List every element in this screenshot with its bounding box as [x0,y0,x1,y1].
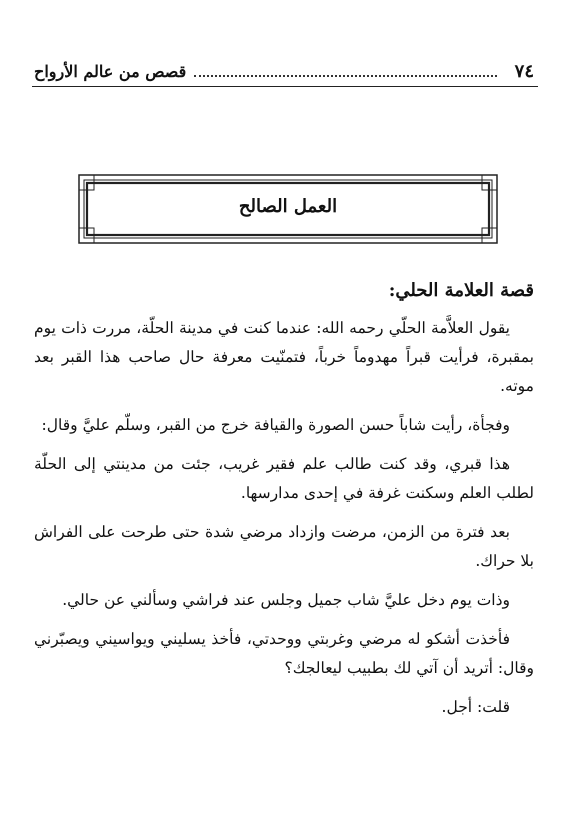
chapter-title-frame [78,174,498,244]
paragraph: وذات يوم دخل عليَّ شاب جميل وجلس عند فراشي وسألني عن حالي. [62,591,510,609]
paragraph: بعد فترة من الزمن، مرضت وازداد مرضي شدة حتى طرحت على الفراش بلا حراك. [34,523,534,570]
paragraph: يقول العلاَّمة الحلّي رحمه الله: عندما كنت في مدينة الحلّة، مررت ذات يوم بمقبرة، فرأيت قبراً مهدوماً خرباً، فتمنّيت معرفة حال صاحب هذا القبر بعد موته. [34,319,534,395]
body-text [34,314,534,732]
paragraph: قلت: أجل. [441,698,510,716]
paragraph: هذا قبري، وقد كنت طالب علم فقير غريب، جئت من مدينتي إلى الحلّة لطلب العلم وسكنت غرفة في إحدى مدارسها. [34,455,534,502]
running-header [34,56,534,86]
page-number: ٧٤ [514,60,534,82]
paragraph: وفجأة، رأيت شاباً حسن الصورة والقيافة خرج من القبر، وسلّم عليَّ وقال: [41,416,510,434]
header-rule [32,86,538,87]
book-title: قصص من عالم الأرواح [34,61,187,81]
story-heading: قصة العلامة الحلي: [388,280,534,301]
paragraph: فأخذت أشكو له مرضي وغربتي ووحدتي، فأخذ يسليني ويواسيني ويصبّرني وقال: أتريد أن آتي لك بطبيب ليعالجك؟ [34,630,534,677]
header-dot-leader [194,65,496,77]
chapter-title: العمل الصالح [238,196,338,217]
